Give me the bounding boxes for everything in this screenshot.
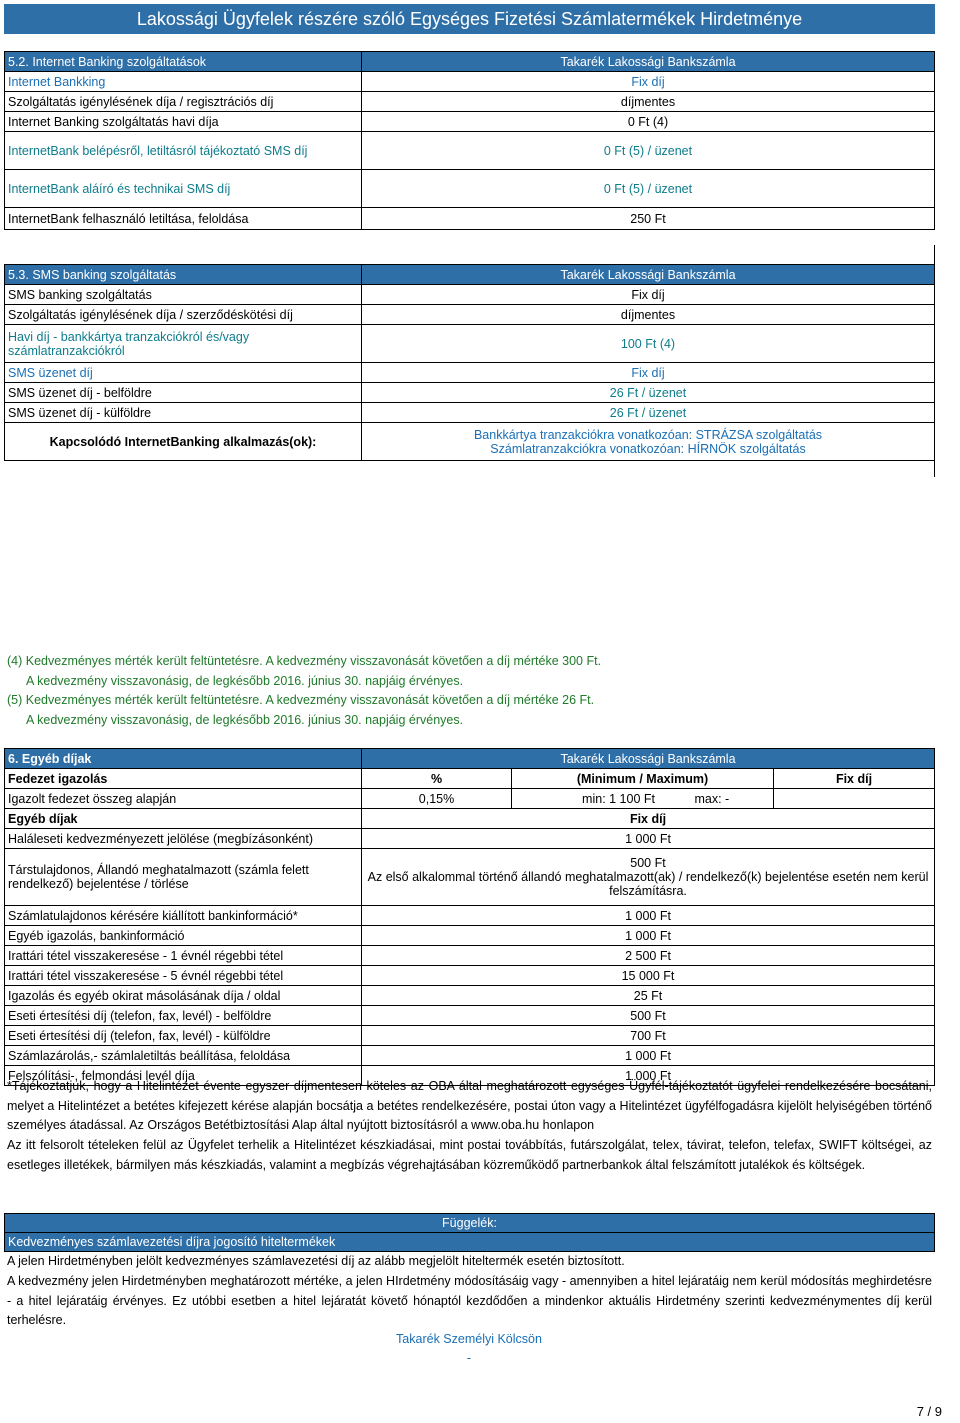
row-label: Igazolt fedezet összeg alapján <box>5 789 362 809</box>
row-value: Fix díj <box>362 285 935 305</box>
note-5b: A kedvezmény visszavonásig, de legkésőbb 2016. június 30. napjáig érvényes. <box>26 712 464 727</box>
row-value: 1 000 Ft <box>362 1066 935 1086</box>
row-label: Igazolás és egyéb okirat másolásának díja / oldal <box>5 986 362 1006</box>
row-value: 1 000 Ft <box>362 829 935 849</box>
joint-value-amount: 500 Ft <box>630 856 666 870</box>
page-title: Lakossági Ügyfelek részére szóló Egységes Fizetési Számlatermékek Hirdetménye <box>4 4 935 34</box>
loan-product <box>330 1330 608 1368</box>
coverage-label: Fedezet igazolás <box>5 769 362 789</box>
row-label: Társtulajdonos, Állandó meghatalmazott (számla felett rendelkező) bejelentése / törlése <box>5 849 362 906</box>
row-value: 0 Ft (5) / üzenet <box>362 132 935 170</box>
row-label: SMS üzenet díj - belföldre <box>5 383 362 403</box>
row-label: InternetBank aláíró és technikai SMS díj <box>5 170 362 208</box>
row-label: Szolgáltatás igénylésének díja / regisztrációs díj <box>5 92 362 112</box>
footnote-oba: *Tájékoztatjuk, hogy a Hitelintézet évente egyszer díjmentesen köteles az OBA által meghatározott egységes Ügyfél-tájékoztatót ügyfelei rendelkezésére bocsátani, melyet a Hitelintézet a betétes kifejezett kérése alapján bocsátja a betétes rendelkezésére, postai úton vagy a Hitelintézet ügyfélfogadásra kijelölt helyiségében történő személyes átadással. Az Országos Betétbiztosítási Alap által nyújtott biztosításról a www.oba.hu honlapon <box>7 1079 932 1132</box>
row-label: Haláleseti kedvezményezett jelölése (megbízásonként) <box>5 829 362 849</box>
row-value <box>362 849 935 906</box>
row-value: Fix díj <box>362 363 935 383</box>
row-label: SMS üzenet díj <box>5 363 362 383</box>
row-label: InternetBank felhasználó letiltása, feloldása <box>5 208 362 230</box>
product-name: Takarék Lakossági Bankszámla <box>362 749 935 769</box>
appendix-p2: A kedvezmény jelen Hirdetményben meghatározott mértéke, a jelen HIrdetmény módosításáig vagy - amennyiben a hitel lejáratáig nem kerül módosítás meghirdetésre - a hitel lejáratáig érvényes. Ez utóbbi esetben a hitel lejáratát követő hónaptól kezdődően a mindenkor aktuális Hirdetmény szerinti kedvezménymentes díj kerül terhelésre. <box>7 1274 932 1327</box>
row-label: SMS banking szolgáltatás <box>5 285 362 305</box>
row-label: Irattári tétel visszakeresése - 1 évnél régebbi tétel <box>5 946 362 966</box>
coverage-min: min: 1 100 Ft <box>582 791 655 806</box>
row-value: 250 Ft <box>362 208 935 230</box>
apps-label: Kapcsolódó InternetBanking alkalmazás(ok): <box>5 423 362 461</box>
other-fix: Fix díj <box>362 809 935 829</box>
other-fees-table <box>4 748 935 1086</box>
coverage-minmax <box>512 789 774 809</box>
row-value: 700 Ft <box>362 1026 935 1046</box>
row-value: 1 000 Ft <box>362 926 935 946</box>
coverage-max: max: - <box>694 791 730 806</box>
coverage-percent: 0,15% <box>362 789 512 809</box>
row-label: Számlatulajdonos kérésére kiállított bankinformáció* <box>5 906 362 926</box>
joint-value-note: Az első alkalommal történő állandó meghatalmazott(ak) / rendelkező(k) bejelentése esetén nem kerül felszámításra. <box>367 870 929 898</box>
loan-value: - <box>466 1351 472 1365</box>
note-5a: (5) Kedvezményes mérték került feltüntetésre. A kedvezmény visszavonását követően a díj mértéke 26 Ft. <box>7 693 595 707</box>
row-value: 25 Ft <box>362 986 935 1006</box>
discount-notes <box>7 652 601 730</box>
row-value: 1 000 Ft <box>362 1046 935 1066</box>
footnote-expenses: Az itt felsorolt tételeken felül az Ügyfelet terhelik a Hitelintézet készkiadásai, mint postai továbbítás, futárszolgálat, telex, távirat, telefon, telefax, SWIFT költségei, az esetleges illetékek, bármilyen más készkiadás, valamint a megbízás végrehajtásában közreműködő partnerbankok által felszámított jutalékok és költségek. <box>7 1138 932 1172</box>
appendix-subtitle: Kedvezményes számlavezetési díjra jogosító hiteltermékek <box>5 1233 935 1252</box>
section-title: 6. Egyéb díjak <box>5 749 362 769</box>
apps-value <box>362 423 935 461</box>
appendix-title: Függelék: <box>5 1214 935 1233</box>
col-minmax: (Minimum / Maximum) <box>512 769 774 789</box>
row-value: Fix díj <box>362 72 935 92</box>
appendix-header <box>4 1213 935 1252</box>
row-label: Egyéb igazolás, bankinformáció <box>5 926 362 946</box>
row-value: díjmentes <box>362 305 935 325</box>
row-value: 0 Ft (5) / üzenet <box>362 170 935 208</box>
row-label: Irattári tétel visszakeresése - 5 évnél régebbi tétel <box>5 966 362 986</box>
row-value: díjmentes <box>362 92 935 112</box>
row-label: Számlazárolás,- számlaletiltás beállítása, feloldása <box>5 1046 362 1066</box>
row-label: Internet Banking szolgáltatás havi díja <box>5 112 362 132</box>
section-title: 5.3. SMS banking szolgáltatás <box>5 265 362 285</box>
internet-banking-table <box>4 51 935 230</box>
sms-banking-table <box>4 264 935 461</box>
note-4a: (4) Kedvezményes mérték került feltüntetésre. A kedvezmény visszavonását követően a díj mértéke 300 Ft. <box>7 654 602 668</box>
row-value: 2 500 Ft <box>362 946 935 966</box>
row-value: 26 Ft / üzenet <box>362 383 935 403</box>
row-value: 15 000 Ft <box>362 966 935 986</box>
row-label: SMS üzenet díj - külföldre <box>5 403 362 423</box>
page-number: 7 / 9 <box>916 1404 942 1419</box>
product-name: Takarék Lakossági Bankszámla <box>362 52 935 72</box>
row-label: Eseti értesítési díj (telefon, fax, levél) - belföldre <box>5 1006 362 1026</box>
col-percent: % <box>362 769 512 789</box>
loan-name: Takarék Személyi Kölcsön <box>396 1332 542 1346</box>
note-4b: A kedvezmény visszavonásig, de legkésőbb 2016. június 30. napjáig érvényes. <box>26 673 464 688</box>
appendix-p1: A jelen Hirdetményben jelölt kedvezményes számlavezetési díj az alább megjelölt hiteltermék esetén biztosított. <box>7 1254 625 1268</box>
row-value: 1 000 Ft <box>362 906 935 926</box>
row-label: Felszólítási-, felmondási levél díja <box>5 1066 362 1086</box>
row-label: Eseti értesítési díj (telefon, fax, levél) - külföldre <box>5 1026 362 1046</box>
product-name: Takarék Lakossági Bankszámla <box>362 265 935 285</box>
row-label: InternetBank belépésről, letiltásról tájékoztató SMS díj <box>5 132 362 170</box>
row-label: Havi díj - bankkártya tranzakciókról és/vagy számlatranzakciókról <box>5 325 362 363</box>
row-value: 100 Ft (4) <box>362 325 935 363</box>
col-fix: Fix díj <box>774 769 935 789</box>
row-label: Szolgáltatás igénylésének díja / szerződéskötési díj <box>5 305 362 325</box>
coverage-fix <box>774 789 935 809</box>
other-label: Egyéb díjak <box>5 809 362 829</box>
row-label: Internet Bankking <box>5 72 362 92</box>
row-value: 500 Ft <box>362 1006 935 1026</box>
apps-value-hirnok: Számlatranzakciókra vonatkozóan: HÍRNÖK szolgáltatás <box>490 441 806 456</box>
section-title: 5.2. Internet Banking szolgáltatások <box>5 52 362 72</box>
row-value: 0 Ft (4) <box>362 112 935 132</box>
apps-value-strazsa: Bankkártya tranzakciókra vonatkozóan: STRÁZSA szolgáltatás <box>473 427 823 442</box>
row-value: 26 Ft / üzenet <box>362 403 935 423</box>
